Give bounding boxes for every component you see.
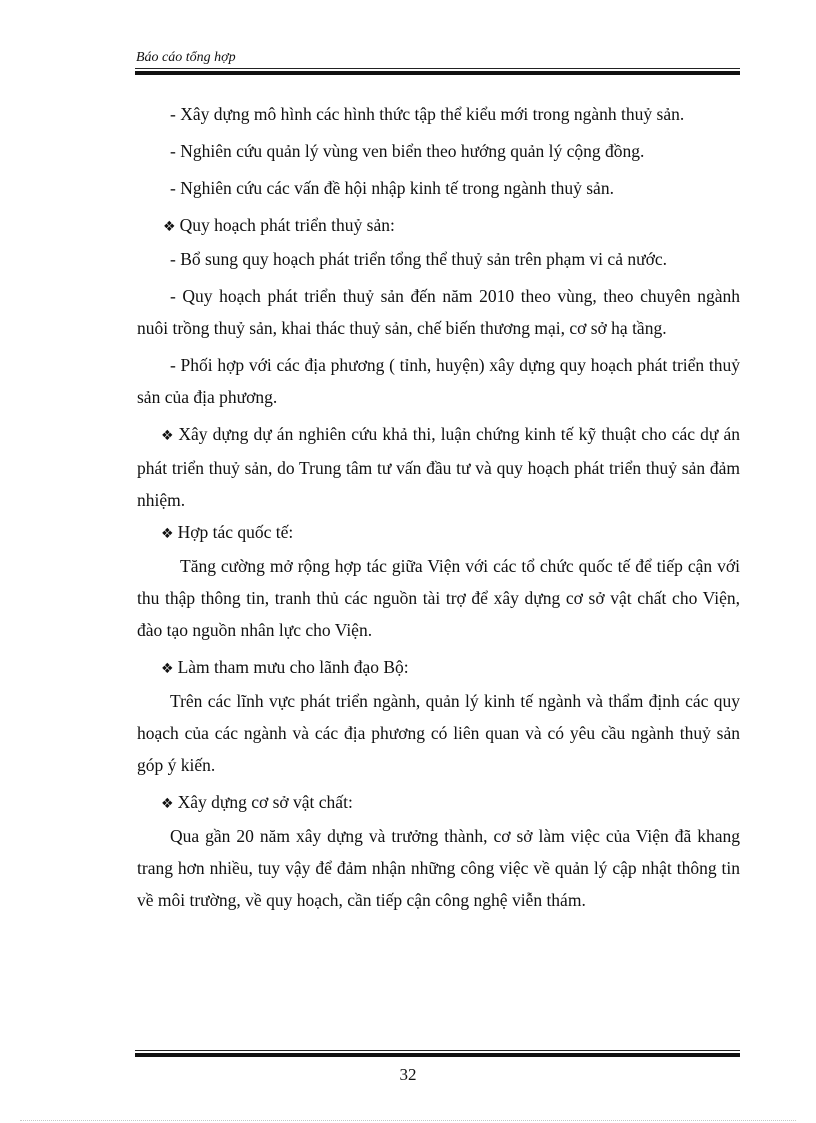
list-item: - Bổ sung quy hoạch phát triển tổng thể thuỷ sản trên phạm vi cả nước.	[170, 249, 667, 269]
diamond-bullet-icon: ❖	[161, 428, 175, 444]
diamond-bullet-icon: ❖	[161, 661, 174, 677]
header-rule	[135, 68, 740, 75]
section-heading	[137, 651, 740, 685]
paragraph: Trên các lĩnh vực phát triển ngành, quản lý kinh tế ngành và thẩm định các quy hoạch của các ngành và các địa phương có liên quan và có yêu cầu ngành thuỷ sản góp ý kiến.	[137, 691, 740, 775]
document-body	[137, 98, 740, 916]
paragraph: Tăng cường mở rộng hợp tác giữa Viện với các tổ chức quốc tế để tiếp cận với thu thập thông tin, tranh thủ các nguồn tài trợ để xây dựng cơ sở vật chất cho Viện, đào tạo nguồn nhân lực cho Viện.	[137, 556, 740, 640]
list-item: - Nghiên cứu các vấn đề hội nhập kinh tế trong ngành thuỷ sản.	[170, 178, 614, 198]
page-edge-divider	[20, 1120, 796, 1121]
page-header-title: Báo cáo tổng hợp	[136, 50, 236, 65]
section-paragraph-text: Xây dựng dự án nghiên cứu khả thi, luận chứng kinh tế kỹ thuật cho các dự án phát triển thuỷ sản, do Trung tâm tư vấn đầu tư và quy hoạch phát triển thuỷ sản đảm nhiệm.	[137, 424, 740, 510]
list-item: - Phối hợp với các địa phương ( tỉnh, huyện) xây dựng quy hoạch phát triển thuỷ sản của địa phương.	[137, 355, 740, 407]
diamond-bullet-icon: ❖	[163, 219, 176, 235]
list-item: - Xây dựng mô hình các hình thức tập thể kiểu mới trong ngành thuỷ sản.	[170, 104, 685, 124]
section-heading-text: Xây dựng cơ sở vật chất:	[177, 792, 353, 812]
section-heading-text: Hợp tác quốc tế:	[177, 522, 294, 542]
footer-rule	[135, 1050, 740, 1057]
section-heading	[137, 209, 740, 243]
diamond-bullet-icon: ❖	[161, 796, 174, 812]
diamond-bullet-icon: ❖	[161, 526, 174, 542]
section-heading-text: Làm tham mưu cho lãnh đạo Bộ:	[177, 657, 409, 677]
section-heading-text: Quy hoạch phát triển thuỷ sản:	[179, 215, 395, 235]
paragraph: Qua gần 20 năm xây dựng và trưởng thành, cơ sở làm việc của Viện đã khang trang hơn nhiều, tuy vậy để đảm nhận những công việc về quản lý cập nhật thông tin về môi trường, về quy hoạch, cần tiếp cận công nghệ viễn thám.	[137, 826, 740, 910]
section-paragraph	[137, 418, 740, 516]
section-heading	[137, 516, 740, 550]
section-heading	[137, 786, 740, 820]
list-item: - Nghiên cứu quản lý vùng ven biển theo hướng quản lý cộng đồng.	[170, 141, 645, 161]
page-number: 32	[399, 1065, 417, 1084]
list-item: - Quy hoạch phát triển thuỷ sản đến năm 2010 theo vùng, theo chuyên ngành nuôi trồng thuỷ sản, khai thác thuỷ sản, chế biến thương mại, cơ sở hạ tầng.	[137, 286, 740, 338]
